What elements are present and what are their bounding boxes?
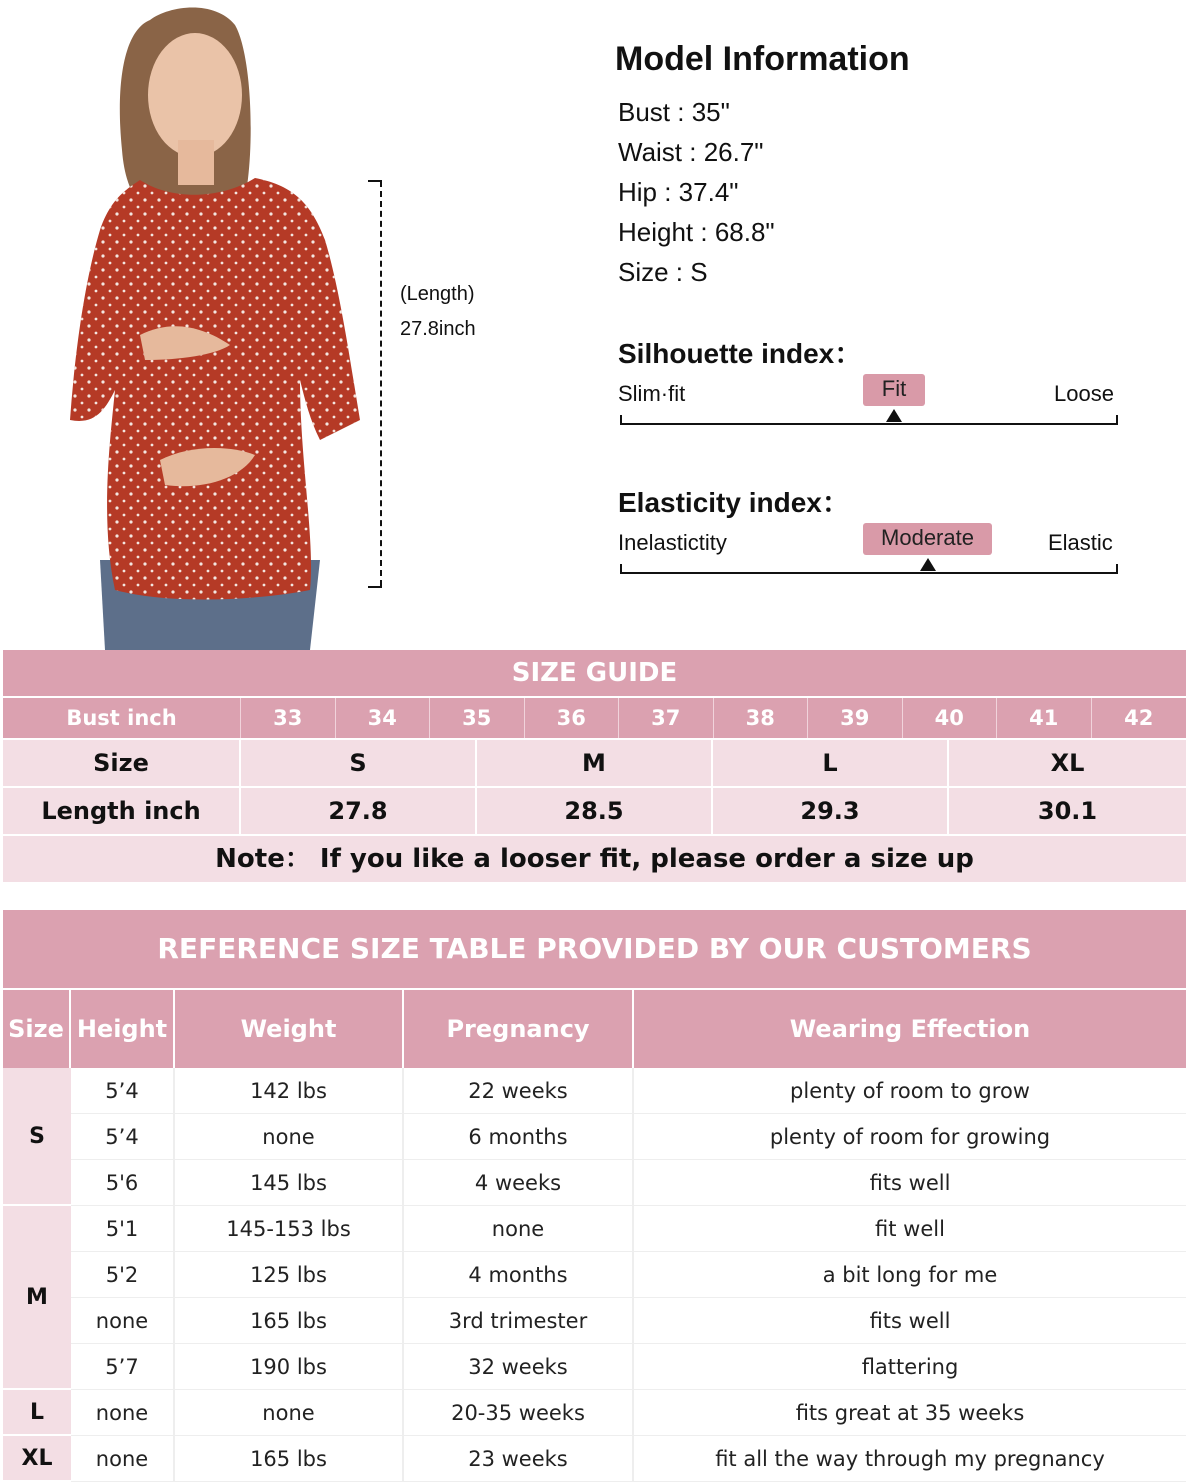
length-label: Length inch (3, 788, 241, 834)
length-value: 29.3 (713, 788, 949, 834)
cell-height: 5’4 (71, 1068, 175, 1113)
cell-weight: none (175, 1114, 404, 1159)
length-value: 27.8inch (400, 318, 476, 340)
silhouette-scale-line (620, 415, 1118, 425)
bust-value: 39 (808, 698, 903, 738)
cell-pregnancy: 23 weeks (404, 1436, 634, 1481)
bust-label: Bust inch (3, 698, 241, 738)
reference-group-s (3, 1068, 1186, 1206)
length-value: 28.5 (477, 788, 713, 834)
elasticity-scale-line (620, 564, 1118, 574)
cell-height: none (71, 1436, 175, 1481)
group-size-label: XL (3, 1436, 71, 1482)
bust-value: 34 (336, 698, 431, 738)
elasticity-title: Elasticity index： (618, 487, 850, 518)
size-value: S (241, 740, 477, 786)
table-row (71, 1344, 1186, 1390)
length-dashed-line (380, 181, 382, 586)
group-size-label: M (3, 1206, 71, 1390)
cell-effect: fit well (875, 1216, 945, 1241)
length-label: (Length) (400, 283, 475, 305)
reference-header-row (3, 988, 1186, 1068)
cell-height: 5’4 (71, 1114, 175, 1159)
cell-pregnancy: 6 months (404, 1114, 634, 1159)
cell-height: 5'6 (71, 1160, 175, 1205)
bust-value: 36 (525, 698, 620, 738)
size-label: Size (3, 740, 241, 786)
table-row (71, 1298, 1186, 1344)
cell-weight: 145 lbs (175, 1160, 404, 1205)
length-row (3, 786, 1186, 834)
cell-height: none (71, 1298, 175, 1343)
bust-value: 35 (430, 698, 525, 738)
cell-effect: fits well (869, 1308, 951, 1333)
cell-weight: none (175, 1390, 404, 1435)
header-height: Height (71, 990, 175, 1068)
cell-pregnancy: 4 months (404, 1252, 634, 1297)
cell-pregnancy: 4 weeks (404, 1160, 634, 1205)
table-row (71, 1068, 1186, 1114)
reference-size-table (3, 910, 1186, 1482)
group-size-label: S (3, 1068, 71, 1206)
reference-group-xl (3, 1436, 1186, 1482)
reference-group-l (3, 1390, 1186, 1436)
cell-weight: 145-153 lbs (175, 1206, 404, 1251)
cell-weight: 190 lbs (175, 1344, 404, 1389)
length-value: 30.1 (1037, 797, 1098, 825)
elasticity-selected-badge: Moderate (863, 523, 992, 555)
bust-value: 42 (1124, 706, 1154, 730)
reference-group-m (3, 1206, 1186, 1390)
model-waist: Waist : 26.7" (618, 137, 764, 167)
model-info-title: Model Information (615, 40, 910, 78)
header-pregnancy: Pregnancy (404, 990, 634, 1068)
cell-height: none (71, 1390, 175, 1435)
table-row (71, 1160, 1186, 1206)
cell-weight: 142 lbs (175, 1068, 404, 1113)
size-guide-note: Note： If you like a looser fit, please order a size up (3, 834, 1186, 882)
size-guide-title: SIZE GUIDE (3, 650, 1186, 696)
cell-pregnancy: none (404, 1206, 634, 1251)
header-wearing-effection: Wearing Effection (789, 1015, 1031, 1043)
group-size-label: L (3, 1390, 71, 1436)
size-value: L (713, 740, 949, 786)
model-hip: Hip : 37.4" (618, 177, 739, 207)
cell-effect: fits great at 35 weeks (795, 1400, 1025, 1425)
silhouette-title: Silhouette index： (618, 338, 863, 369)
table-row (71, 1390, 1186, 1436)
cell-height: 5'2 (71, 1252, 175, 1297)
size-value: XL (1050, 749, 1085, 777)
silhouette-left-label: Slim·fit (618, 381, 686, 406)
cell-pregnancy: 32 weeks (404, 1344, 634, 1389)
cell-height: 5’7 (71, 1344, 175, 1389)
model-bust: Bust : 35" (618, 97, 730, 127)
table-row (71, 1252, 1186, 1298)
cell-weight: 125 lbs (175, 1252, 404, 1297)
cell-weight: 165 lbs (175, 1436, 404, 1481)
elasticity-right-label: Elastic (1048, 530, 1113, 555)
cell-pregnancy: 22 weeks (404, 1068, 634, 1113)
size-row (3, 738, 1186, 786)
header-size: Size (3, 990, 71, 1068)
table-row (71, 1114, 1186, 1160)
bust-value: 40 (903, 698, 998, 738)
model-size: Size : S (618, 257, 708, 287)
silhouette-selected-badge: Fit (863, 374, 925, 406)
length-value: 27.8 (241, 788, 477, 834)
cell-height: 5'1 (71, 1206, 175, 1251)
model-photo (30, 0, 380, 650)
cell-effect: plenty of room to grow (790, 1078, 1030, 1103)
bust-row (3, 696, 1186, 738)
silhouette-right-label: Loose (1054, 381, 1114, 406)
cell-weight: 165 lbs (175, 1298, 404, 1343)
model-height: Height : 68.8" (618, 217, 775, 247)
cell-effect: a bit long for me (822, 1262, 998, 1287)
bust-value: 38 (714, 698, 809, 738)
cell-pregnancy: 3rd trimester (404, 1298, 634, 1343)
table-row (71, 1436, 1186, 1482)
reference-title: REFERENCE SIZE TABLE PROVIDED BY OUR CUSTOMERS (3, 910, 1186, 988)
bust-value: 33 (241, 698, 336, 738)
size-value: M (477, 740, 713, 786)
header-weight: Weight (175, 990, 404, 1068)
bust-value: 37 (619, 698, 714, 738)
length-tick-bottom (368, 586, 382, 588)
cell-effect: plenty of room for growing (769, 1124, 1051, 1149)
cell-effect: flattering (861, 1354, 959, 1379)
elasticity-left-label: Inelastictity (618, 530, 727, 555)
cell-effect: fit all the way through my pregnancy (715, 1446, 1105, 1471)
table-row (71, 1206, 1186, 1252)
cell-effect: fits well (869, 1170, 951, 1195)
size-guide-table (3, 650, 1186, 882)
bust-value: 41 (997, 698, 1092, 738)
cell-pregnancy: 20-35 weeks (404, 1390, 634, 1435)
